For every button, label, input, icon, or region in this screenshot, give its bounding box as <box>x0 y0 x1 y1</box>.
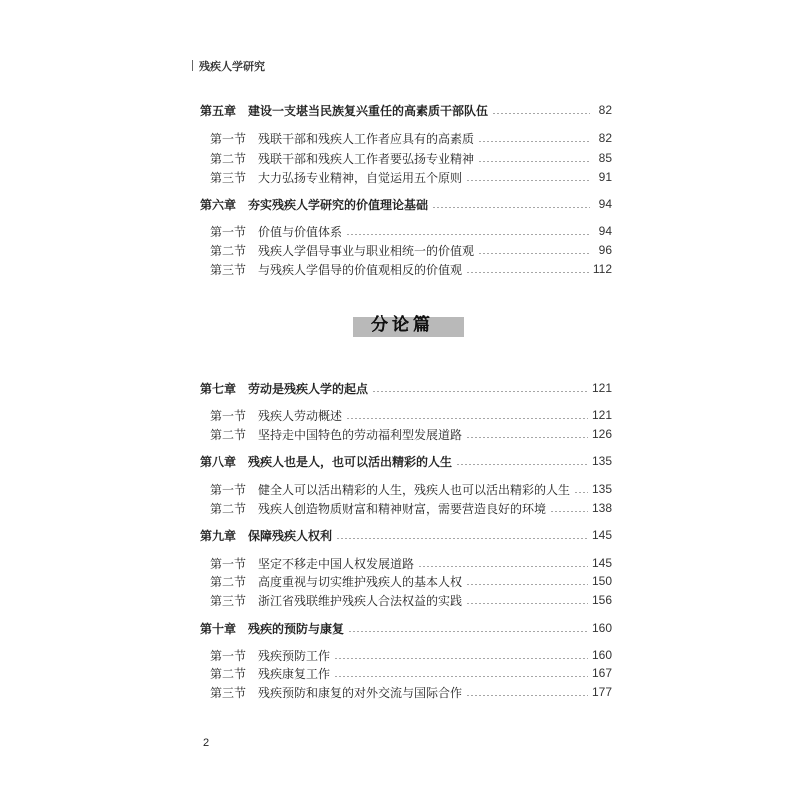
section-title: 残疾康复工作 <box>258 666 331 681</box>
page-ref: 121 <box>591 381 612 395</box>
leader-dots <box>432 207 590 208</box>
leader-dots <box>466 603 588 604</box>
section-title: 健全人可以活出精彩的人生，残疾人也可以活出精彩的人生 <box>258 482 571 497</box>
toc-section-row <box>210 241 612 259</box>
toc-chapter-row <box>200 619 612 637</box>
chapter-title: 建设一支堪当民族复兴重任的高素质干部队伍 <box>248 103 489 118</box>
page-ref: 94 <box>598 224 612 238</box>
leader-dots <box>456 464 588 465</box>
toc-section-row <box>210 554 612 572</box>
page-ref: 160 <box>591 648 612 662</box>
section-title: 坚持走中国特色的劳动福利型发展道路 <box>258 427 463 442</box>
page-ref: 145 <box>591 528 612 542</box>
leader-dots <box>372 391 588 392</box>
page-ref: 85 <box>598 151 612 165</box>
toc-chapter-row <box>200 379 612 397</box>
section-number: 第三节 <box>210 262 247 277</box>
section-number: 第一节 <box>210 224 247 239</box>
page-ref: 145 <box>591 556 612 570</box>
toc-section-row <box>210 260 612 278</box>
leader-dots <box>492 113 590 114</box>
page-ref: 135 <box>591 482 612 496</box>
page-ref: 150 <box>591 574 612 588</box>
chapter-number: 第五章 <box>200 103 237 118</box>
page-ref: 121 <box>591 408 612 422</box>
section-number: 第一节 <box>210 556 247 571</box>
section-number: 第一节 <box>210 408 247 423</box>
leader-dots <box>466 695 588 696</box>
leader-dots <box>334 676 588 677</box>
section-number: 第三节 <box>210 170 247 185</box>
page-ref: 160 <box>591 621 612 635</box>
section-number: 第二节 <box>210 501 247 516</box>
leader-dots <box>466 437 588 438</box>
toc-chapter-row <box>200 526 612 544</box>
page-ref: 82 <box>598 103 612 117</box>
leader-dots <box>550 511 588 512</box>
page-ref: 138 <box>591 501 612 515</box>
chapter-title: 残疾人也是人，也可以活出精彩的人生 <box>248 454 453 469</box>
part-title: 分论篇 <box>345 311 460 333</box>
toc-section-row <box>210 425 612 443</box>
header-divider <box>192 60 193 71</box>
chapter-number: 第八章 <box>200 454 237 469</box>
leader-dots <box>478 253 590 254</box>
section-title: 残疾人劳动概述 <box>258 408 343 423</box>
section-title: 残疾人学倡导事业与职业相统一的价值观 <box>258 243 475 258</box>
section-title: 残疾预防工作 <box>258 648 331 663</box>
chapter-number: 第六章 <box>200 197 237 212</box>
section-title: 与残疾人学倡导的价值观相反的价值观 <box>258 262 463 277</box>
toc-section-row <box>210 480 612 498</box>
section-number: 第一节 <box>210 648 247 663</box>
toc-section-row <box>210 168 612 186</box>
section-title: 高度重视与切实维护残疾人的基本人权 <box>258 574 463 589</box>
page-ref: 156 <box>591 593 612 607</box>
chapter-title: 夯实残疾人学研究的价值理论基础 <box>248 197 429 212</box>
leader-dots <box>336 538 588 539</box>
section-number: 第三节 <box>210 593 247 608</box>
leader-dots <box>346 234 590 235</box>
leader-dots <box>418 566 588 567</box>
section-number: 第二节 <box>210 666 247 681</box>
toc-chapter-row <box>200 195 612 213</box>
section-number: 第一节 <box>210 482 247 497</box>
toc-section-row <box>210 499 612 517</box>
toc-section-row <box>210 222 612 240</box>
page-ref: 177 <box>591 685 612 699</box>
section-title: 残疾人创造物质财富和精神财富，需要营造良好的环境 <box>258 501 547 516</box>
page-ref: 126 <box>591 427 612 441</box>
section-title: 价值与价值体系 <box>258 224 343 239</box>
toc-section-row <box>210 149 612 167</box>
page-ref: 94 <box>598 197 612 211</box>
chapter-number: 第十章 <box>200 621 237 636</box>
leader-dots <box>346 418 588 419</box>
leader-dots <box>466 272 589 273</box>
toc-section-row <box>210 406 612 424</box>
toc-chapter-row <box>200 452 612 470</box>
leader-dots <box>574 492 588 493</box>
section-title: 残联干部和残疾人工作者要弘扬专业精神 <box>258 151 475 166</box>
section-title: 浙江省残联维护残疾人合法权益的实践 <box>258 593 463 608</box>
leader-dots <box>466 584 588 585</box>
toc-section-row <box>210 129 612 147</box>
section-number: 第三节 <box>210 685 247 700</box>
leader-dots <box>348 631 588 632</box>
chapter-number: 第七章 <box>200 381 237 396</box>
section-title: 坚定不移走中国人权发展道路 <box>258 556 415 571</box>
toc-section-row <box>210 683 612 701</box>
page-ref: 112 <box>592 262 612 276</box>
page-ref: 167 <box>591 666 612 680</box>
chapter-title: 残疾的预防与康复 <box>248 621 345 636</box>
leader-dots <box>334 658 588 659</box>
toc-section-row <box>210 646 612 664</box>
page-number: 2 <box>203 737 210 749</box>
chapter-title: 劳动是残疾人学的起点 <box>248 381 369 396</box>
toc-section-row <box>210 664 612 682</box>
leader-dots <box>466 180 590 181</box>
running-title: 残疾人学研究 <box>199 60 265 73</box>
toc-section-row <box>210 591 612 609</box>
toc-section-row <box>210 572 612 590</box>
section-title: 残联干部和残疾人工作者应具有的高素质 <box>258 131 475 146</box>
page-ref: 82 <box>598 131 612 145</box>
section-number: 第二节 <box>210 151 247 166</box>
page-ref: 135 <box>591 454 612 468</box>
section-number: 第二节 <box>210 243 247 258</box>
section-number: 第二节 <box>210 574 247 589</box>
leader-dots <box>478 161 590 162</box>
page-ref: 91 <box>598 170 612 184</box>
section-title: 残疾预防和康复的对外交流与国际合作 <box>258 685 463 700</box>
chapter-title: 保障残疾人权利 <box>248 528 333 543</box>
section-title: 大力弘扬专业精神，自觉运用五个原则 <box>258 170 463 185</box>
chapter-number: 第九章 <box>200 528 237 543</box>
section-number: 第一节 <box>210 131 247 146</box>
running-header <box>192 58 265 74</box>
toc-chapter-row <box>200 101 612 119</box>
section-number: 第二节 <box>210 427 247 442</box>
leader-dots <box>478 141 590 142</box>
page-ref: 96 <box>598 243 612 257</box>
